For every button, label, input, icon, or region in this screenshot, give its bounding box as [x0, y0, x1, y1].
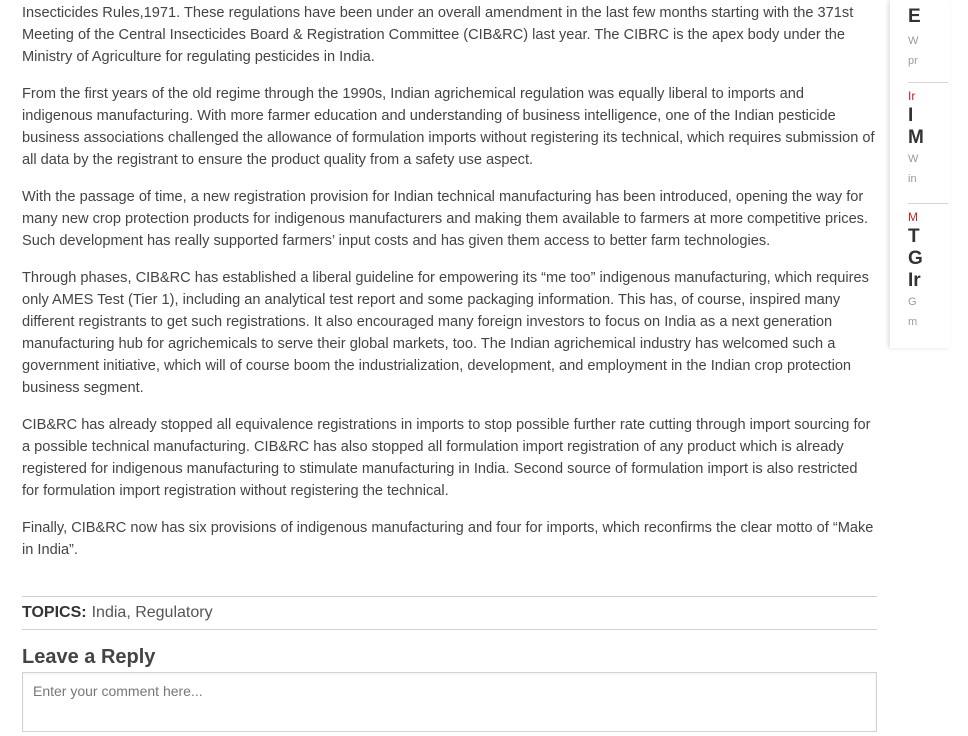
- leave-reply-heading: Leave a Reply: [22, 646, 156, 668]
- sidebar-card-title[interactable]: G: [908, 248, 923, 269]
- topics-bar: [22, 596, 877, 630]
- topics-label: TOPICS:: [22, 604, 87, 621]
- sidebar-card-category[interactable]: M: [908, 210, 918, 224]
- sidebar-card-3[interactable]: [908, 210, 968, 332]
- article-paragraph-1: Insecticides Rules,1971. These regulations have been under an overall amendment in the last few months starting with the 371st Meeting of the Central Insecticides Board & Registration Committee (CIB&RC) last year. The CIBRC is the apex body under the Ministry of Agriculture for regulating pesticides in India.: [22, 5, 854, 65]
- sidebar-card-title[interactable]: E: [908, 6, 921, 27]
- sidebar-card-excerpt: G: [908, 296, 917, 308]
- sidebar-card-title[interactable]: Ir: [908, 270, 921, 291]
- sidebar-card-title[interactable]: M: [908, 127, 924, 148]
- article-paragraph-2: From the first years of the old regime through the 1990s, Indian agrichemical regulation was equally liberal to imports and indigenous manufacturing. With more farmer education and understanding of business intelligence, one of the Indian pesticide business associations challenged the allowance of formulation imports without registering its technical, which requires submission of all data by the registrant to ensure the product quality from a safety use aspect.: [22, 86, 875, 168]
- sidebar-card-excerpt: m: [908, 316, 918, 328]
- article-body: [22, 0, 878, 576]
- sidebar-card-excerpt: pr: [908, 55, 918, 67]
- sidebar-card-excerpt: W: [908, 35, 919, 47]
- sidebar-card-2[interactable]: [908, 89, 968, 189]
- topic-link-regulatory[interactable]: Regulatory: [135, 604, 213, 621]
- sidebar-card-excerpt: in: [908, 173, 917, 185]
- topic-link-india[interactable]: India: [91, 604, 127, 621]
- sidebar-card-title[interactable]: I: [908, 105, 914, 126]
- article-paragraph-3: With the passage of time, a new registration provision for Indian technical manufacturing has been introduced, opening the way for many new crop protection products for indigenous manufacturers and making them available to farmers at more competitive prices. Such development has really supported farmers’ input costs and has given them access to better farm technologies.: [22, 189, 869, 249]
- sidebar-card-title[interactable]: T: [908, 226, 920, 247]
- article-paragraph-6: Finally, CIB&RC now has six provisions of indigenous manufacturing and four for imports, which reconfirms the clear motto of “Make in India”.: [22, 520, 874, 558]
- sidebar-divider: [908, 82, 948, 83]
- topic-separator: ,: [126, 604, 136, 621]
- comment-box[interactable]: [22, 672, 877, 732]
- article-paragraph-5: CIB&RC has already stopped all equivalence registrations in imports to stop possible further rate cutting through import sourcing for a possible technical manufacturing. CIB&RC has also stopped all formulation import registration of any product which is already registered for indigenous manufacturing to stimulate manufacturing in India. Second source of formulation import is also restricted for formulation import registration without registering the technical.: [22, 417, 871, 499]
- sidebar-card-excerpt: W: [908, 153, 919, 165]
- sidebar-divider: [908, 203, 948, 204]
- comment-input[interactable]: [23, 673, 876, 731]
- related-sidebar: [890, 0, 950, 348]
- sidebar-card-1[interactable]: [908, 6, 968, 71]
- sidebar-card-category[interactable]: Ir: [908, 89, 916, 103]
- article-paragraph-4: Through phases, CIB&RC has established a liberal guideline for empowering its “me too” indigenous manufacturing, which requires only AMES Test (Tier 1), including an analytical test report and some packaging information. This has, of course, inspired many different registrants to get such registrations. It also encouraged many foreign investors to focus on India as a next generation manufacturing hub for agrichemicals to serve their global markets, too. The Indian agrichemical industry has welcomed such a government initiative, which will of course boom the industrialization, development, and employment in the Indian crop protection business segment.: [22, 270, 869, 396]
